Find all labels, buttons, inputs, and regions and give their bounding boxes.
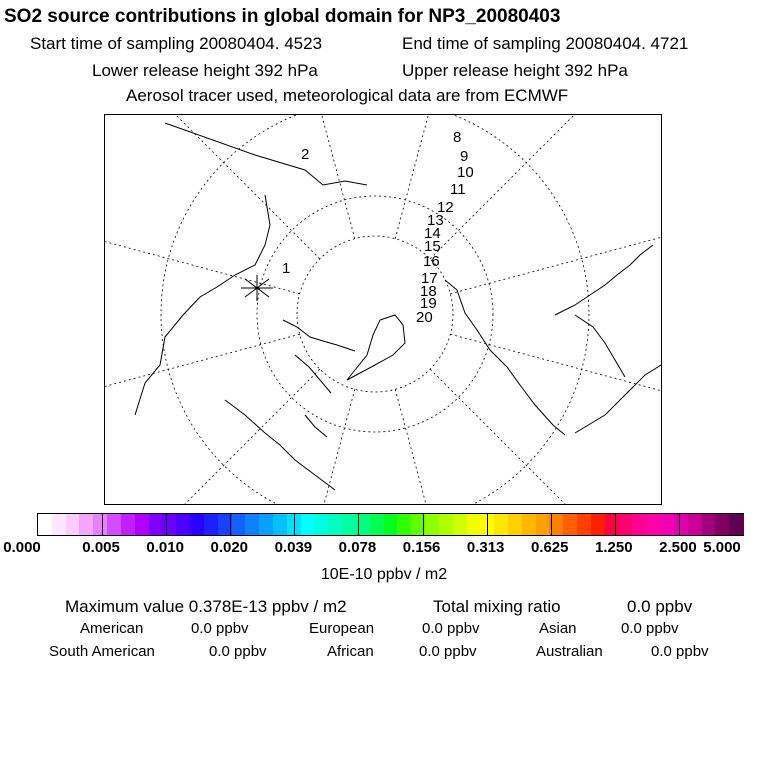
- colorbar-swatch: [93, 514, 107, 535]
- colorbar-divider: [679, 514, 680, 535]
- colorbar-swatch: [674, 514, 688, 535]
- point-label: 2: [301, 146, 310, 163]
- meridian-line: [450, 334, 662, 448]
- tracer-note: Aerosol tracer used, meteorological data are from ECMWF: [126, 86, 569, 105]
- colorbar-swatch: [176, 514, 190, 535]
- region-name: European: [309, 620, 375, 637]
- colorbar-swatch: [245, 514, 259, 535]
- region-name: African: [327, 643, 374, 660]
- region-value: 0.0 ppbv: [422, 620, 480, 637]
- point-label: 10: [457, 164, 474, 181]
- page-title: SO2 source contributions in global domain for NP3_20080403: [4, 6, 561, 27]
- colorbar-swatch: [121, 514, 135, 535]
- meridian-line: [105, 369, 320, 505]
- colorbar-swatch: [342, 514, 356, 535]
- point-label: 9: [460, 148, 469, 165]
- trajectory-point-labels: [282, 129, 474, 326]
- colorbar-swatch: [702, 514, 716, 535]
- polar-map: [104, 114, 662, 505]
- colorbar-divider: [487, 514, 488, 535]
- colorbar-swatch: [453, 514, 467, 535]
- coastline-greenland: [347, 315, 405, 380]
- meridians: [105, 115, 662, 505]
- colorbar-swatch: [591, 514, 605, 535]
- colorbar-swatch: [328, 514, 342, 535]
- point-label: 14: [424, 225, 441, 242]
- colorbar-swatch: [384, 514, 398, 535]
- colorbar-swatch: [38, 514, 52, 535]
- colorbar-tick-label: 0.078: [338, 539, 377, 556]
- point-label: 12: [437, 199, 454, 216]
- point-label: 15: [424, 238, 441, 255]
- point-label: 8: [453, 129, 462, 146]
- colorbar-swatch: [301, 514, 315, 535]
- region-value: 0.0 ppbv: [651, 643, 709, 660]
- colorbar-swatch: [425, 514, 439, 535]
- colorbar-swatch: [729, 514, 743, 535]
- colorbar-swatch: [688, 514, 702, 535]
- colorbar-swatch: [605, 514, 619, 535]
- colorbar-tick-label: 2.500: [659, 539, 697, 556]
- colorbar-swatch: [314, 514, 328, 535]
- colorbar-swatch: [107, 514, 121, 535]
- colorbar-swatch: [467, 514, 481, 535]
- meridian-line: [105, 179, 300, 293]
- colorbar-divider: [102, 514, 103, 535]
- graticule: [161, 115, 589, 505]
- colorbar-divider: [615, 514, 616, 535]
- colorbar-tick-label: 0.039: [274, 539, 313, 556]
- point-label: 17: [421, 270, 438, 287]
- colorbar-swatch: [79, 514, 93, 535]
- coastline-east-asia: [555, 245, 653, 315]
- colorbar-tick-label: 0.010: [146, 539, 184, 556]
- point-label: 13: [427, 212, 444, 229]
- point-label: 19: [420, 295, 437, 312]
- meridian-line: [105, 334, 300, 448]
- total-mixing-ratio-label: Total mixing ratio: [433, 597, 561, 616]
- colorbar-divider: [358, 514, 359, 535]
- colorbar-swatch: [190, 514, 204, 535]
- map-canvas: [105, 115, 662, 505]
- colorbar-divider: [230, 514, 231, 535]
- colorbar-swatch: [522, 514, 536, 535]
- colorbar-tick-label: 0.020: [210, 539, 249, 556]
- colorbar-swatch: [508, 514, 522, 535]
- colorbar-swatch: [646, 514, 660, 535]
- region-name: South American: [49, 643, 155, 660]
- colorbar-tick-label: 0.313: [466, 539, 505, 556]
- coastline-americas: [135, 123, 367, 415]
- trajectory-marker: [241, 275, 273, 301]
- point-label: 11: [450, 181, 466, 198]
- colorbar-swatch: [370, 514, 384, 535]
- colorbar-swatch: [660, 514, 674, 535]
- colorbar-swatch: [149, 514, 163, 535]
- colorbar-swatch: [66, 514, 80, 535]
- meridian-line: [430, 369, 662, 505]
- colorbar-units: 10E-10 ppbv / m2: [320, 566, 448, 583]
- colorbar-swatch: [536, 514, 550, 535]
- colorbar-tick-label: 0.625: [530, 539, 569, 556]
- point-label: 1: [282, 260, 291, 277]
- maximum-value-label: Maximum value 0.378E-13 ppbv / m2: [65, 597, 347, 616]
- coastlines: [135, 123, 661, 490]
- start-time-label: Start time of sampling 20080404. 4523: [30, 34, 323, 53]
- colorbar-divider: [423, 514, 424, 535]
- colorbar-swatch: [232, 514, 246, 535]
- colorbar-divider: [166, 514, 167, 535]
- colorbar-swatch: [563, 514, 577, 535]
- meridian-line: [105, 115, 320, 259]
- meridian-line: [240, 389, 354, 505]
- colorbar-tick-label: 0.000: [3, 539, 41, 556]
- colorbar-swatch: [259, 514, 273, 535]
- colorbar-swatch: [494, 514, 508, 535]
- colorbar-swatch: [715, 514, 729, 535]
- region-value: 0.0 ppbv: [419, 643, 477, 660]
- point-label: 20: [416, 309, 433, 326]
- colorbar-swatch: [397, 514, 411, 535]
- colorbar-divider: [294, 514, 295, 535]
- colorbar-tick-label: 1.250: [595, 539, 633, 556]
- colorbar-swatch: [135, 514, 149, 535]
- end-time-label: End time of sampling 20080404. 4721: [402, 34, 689, 53]
- meridian-line: [240, 115, 354, 239]
- coastline-europe: [225, 400, 335, 490]
- coastline-sea-of-okhotsk: [575, 315, 625, 377]
- colorbar-swatch: [619, 514, 633, 535]
- coastline-arctic-islands: [283, 320, 355, 437]
- point-label: 18: [420, 283, 437, 300]
- meridian-line: [450, 179, 662, 293]
- region-value: 0.0 ppbv: [621, 620, 679, 637]
- colorbar-swatch: [577, 514, 591, 535]
- colorbar-tick-label: 0.156: [402, 539, 441, 556]
- lower-release-height-label: Lower release height 392 hPa: [92, 61, 318, 80]
- colorbar-swatch: [632, 514, 646, 535]
- region-value: 0.0 ppbv: [209, 643, 267, 660]
- colorbar-swatch: [204, 514, 218, 535]
- coastline-eurasia: [445, 280, 661, 435]
- colorbar-swatch: [273, 514, 287, 535]
- colorbar-tick-label: 5.000: [703, 539, 741, 556]
- region-value: 0.0 ppbv: [191, 620, 249, 637]
- region-name: Asian: [539, 620, 577, 637]
- total-mixing-ratio-value: 0.0 ppbv: [627, 597, 693, 616]
- colorbar-swatch: [52, 514, 66, 535]
- region-name: Australian: [536, 643, 603, 660]
- point-label: 16: [423, 253, 440, 270]
- region-name: American: [80, 620, 144, 637]
- colorbar-tick-label: 0.005: [82, 539, 120, 556]
- upper-release-height-label: Upper release height 392 hPa: [402, 61, 628, 80]
- meridian-line: [395, 389, 509, 505]
- latitude-circle-outer: [161, 115, 589, 505]
- colorbar-swatch: [162, 514, 176, 535]
- colorbar: [37, 513, 744, 536]
- colorbar-divider: [551, 514, 552, 535]
- colorbar-swatch: [439, 514, 453, 535]
